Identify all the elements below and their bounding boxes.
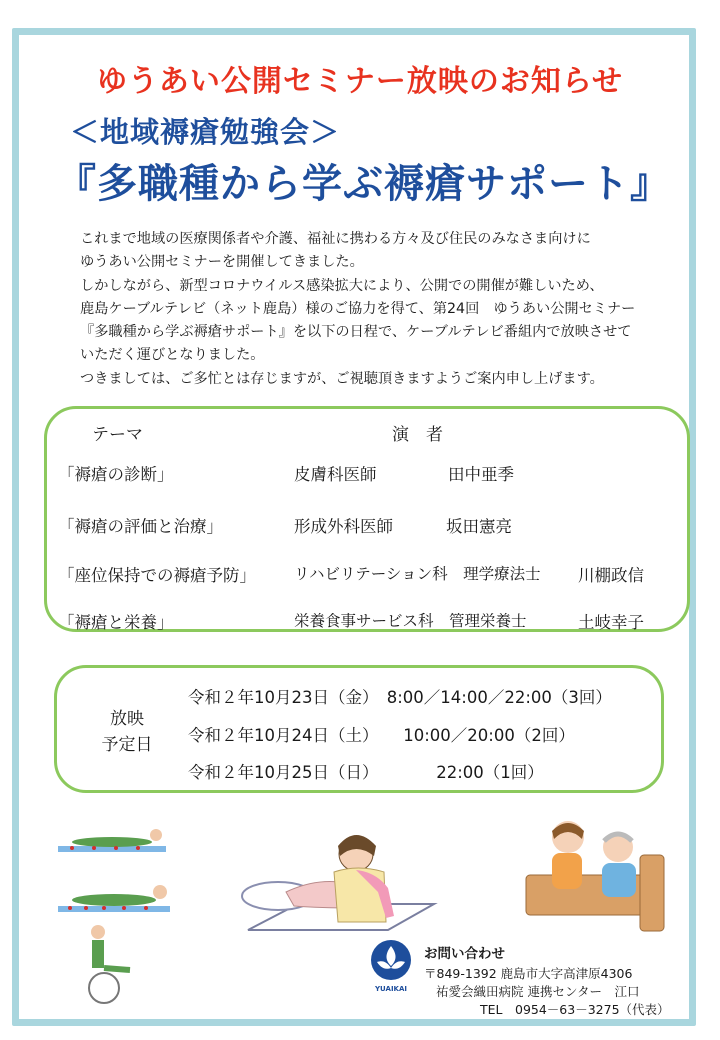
theme-title: 「座位保持での褥瘡予防」 xyxy=(58,566,256,585)
theme-column-header: テーマ xyxy=(92,425,143,445)
seminar-subtitle: ＜地域褥瘡勉強会＞ xyxy=(70,115,341,149)
speaker-name: 川棚政信 xyxy=(578,566,644,585)
head-shape xyxy=(91,925,105,939)
contact-tel: TEL 0954－63－3275（代表） xyxy=(480,1002,670,1017)
schedule-date-line: 令和２年10月23日（金） 8:00／14:00／22:00（3回） xyxy=(188,688,612,707)
speaker-name: 土岐幸子 xyxy=(578,613,644,632)
headboard-shape xyxy=(640,855,664,931)
schedule-date-line: 令和２年10月25日（日） 22:00（1回） xyxy=(188,763,544,782)
wheel-shape xyxy=(89,973,119,1003)
head-shape xyxy=(153,885,167,899)
leg-shape xyxy=(104,968,130,970)
page-title: ゆうあい公開セミナー放映のお知らせ xyxy=(96,64,624,99)
intro-line: ゆうあい公開セミナーを開催してきました。 xyxy=(80,254,364,271)
intro-line: つきましては、ご多忙とは存じますが、ご視聴頂きますようご案内申し上げます。 xyxy=(80,370,604,387)
intro-line: いただく運びとなりました。 xyxy=(80,347,265,364)
caregiver-body-shape xyxy=(334,868,386,922)
contact-address: 〒849-1392 鹿島市大字高津原4306 xyxy=(424,966,633,981)
speaker-dept: 皮膚科医師 xyxy=(294,465,377,484)
pressure-point xyxy=(92,846,96,850)
intro-line: 鹿島ケーブルテレビ（ネット鹿島）様のご協力を得て、第24回 ゆうあい公開セミナー xyxy=(80,300,636,317)
seated-body-shape xyxy=(92,940,104,968)
caregiver-illustration xyxy=(238,812,438,944)
head-shape xyxy=(150,829,162,841)
speaker-dept: 栄養食事サービス科 管理栄養士 xyxy=(294,612,527,630)
yuaikai-logo xyxy=(366,938,416,994)
speaker-dept: リハビリテーション科 理学療法士 xyxy=(294,565,541,583)
pressure-point xyxy=(70,846,74,850)
body-position-illustration xyxy=(54,820,204,1005)
elder-body-shape xyxy=(602,863,636,897)
intro-line: しかしながら、新型コロナウイルス感染拡大により、公開での開催が難しいため、 xyxy=(80,277,604,294)
intro-text xyxy=(80,228,670,391)
pressure-point xyxy=(84,906,88,910)
schedule-date-line: 令和２年10月24日（土） 10:00／20:00（2回） xyxy=(188,726,575,745)
logo-text: YUAIKAI xyxy=(374,985,408,993)
speaker-column-header: 演 者 xyxy=(392,425,443,445)
contact-title: お問い合わせ xyxy=(424,946,505,962)
pressure-point xyxy=(136,846,140,850)
contact-org: 祐愛会織田病院 連携センター 江口 xyxy=(436,984,640,999)
seminar-main-title: 『多職種から学ぶ褥瘡サポート』 xyxy=(56,161,671,207)
theme-title: 「褥瘡の評価と治療」 xyxy=(58,517,223,536)
elderly-care-illustration xyxy=(522,815,672,935)
caregiver-body-shape xyxy=(552,853,582,889)
speaker-dept: 形成外科医師 xyxy=(294,517,393,536)
pressure-point xyxy=(122,906,126,910)
theme-title: 「褥瘡の診断」 xyxy=(58,465,174,484)
speaker-name: 坂田憲亮 xyxy=(446,517,512,536)
schedule-label: 放映 xyxy=(110,709,144,729)
pressure-point xyxy=(114,846,118,850)
lying-body-shape xyxy=(72,837,152,847)
intro-line: 『多職種から学ぶ褥瘡サポート』を以下の日程で、ケーブルテレビ番組内で放映させて xyxy=(80,324,632,341)
theme-title: 「褥瘡と栄養」 xyxy=(58,613,174,632)
pressure-point xyxy=(68,906,72,910)
lying-body-shape xyxy=(72,894,156,906)
mat-shape xyxy=(58,906,170,912)
schedule-label: 予定日 xyxy=(101,735,153,755)
pressure-point xyxy=(144,906,148,910)
speaker-name: 田中亜季 xyxy=(448,465,514,484)
pressure-point xyxy=(102,906,106,910)
intro-line: これまで地域の医療関係者や介護、福祉に携わる方々及び住民のみなさま向けに xyxy=(80,231,591,247)
